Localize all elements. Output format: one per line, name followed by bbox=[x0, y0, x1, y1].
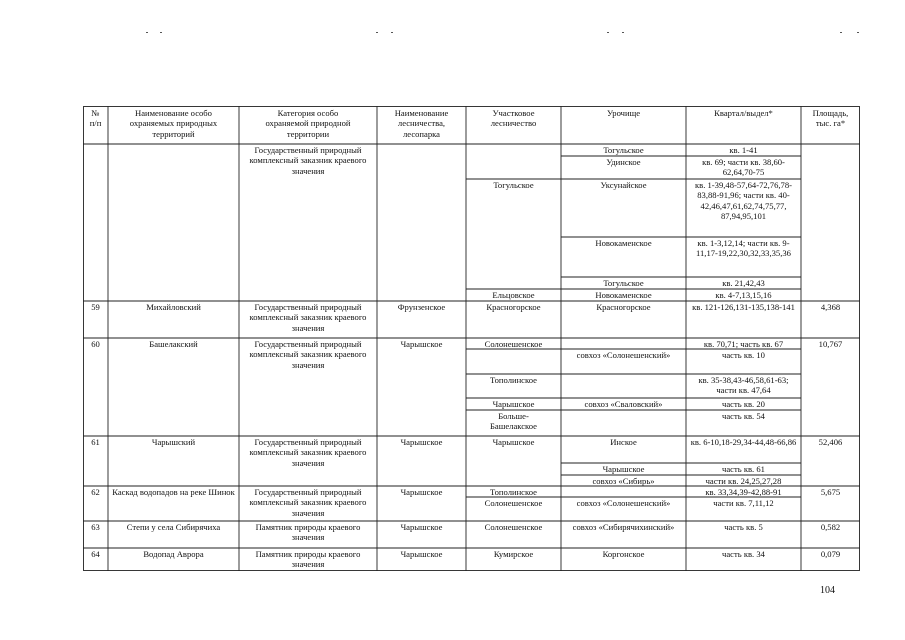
cell-district: Солонешенское bbox=[484, 498, 543, 508]
cell-district: Тогульское bbox=[493, 180, 534, 190]
cell-quarter: кв. 21,42,43 bbox=[722, 278, 765, 288]
cell-quarter: часть кв. 20 bbox=[722, 399, 765, 409]
cell-district: Солонешенское bbox=[484, 522, 543, 532]
scan-mark bbox=[622, 32, 624, 33]
cell-quarter: кв. 70,71; часть кв. 67 bbox=[703, 339, 784, 349]
header-district: Участковое лесничество bbox=[490, 108, 537, 129]
cell-name: Михайловский bbox=[146, 302, 201, 312]
cell-district: Больше-Башелакское bbox=[489, 411, 537, 432]
scan-mark bbox=[857, 32, 859, 33]
header-area: Площадь, тыс. га* bbox=[812, 108, 849, 129]
cell-tract: Тогульское bbox=[603, 278, 644, 288]
cell-area: 10,767 bbox=[818, 339, 843, 349]
cell-category: Памятник природы краевого значения bbox=[255, 549, 361, 570]
cell-area: 0,582 bbox=[820, 522, 841, 532]
cell-category: Государственный природный комплексный заказник краевого значения bbox=[249, 339, 367, 370]
cell-tract: Коргонское bbox=[602, 549, 645, 559]
cell-forestry: Чарышское bbox=[400, 437, 443, 447]
cell-name: Башелакский bbox=[149, 339, 198, 349]
cell-tract: Инское bbox=[610, 437, 637, 447]
scan-mark bbox=[840, 32, 842, 33]
cell-quarter: кв. 35-38,43-46,58,61-63; части кв. 47,64 bbox=[698, 375, 789, 396]
cell-area: 5,675 bbox=[820, 487, 841, 497]
cell-category: Государственный природный комплексный заказник краевого значения bbox=[249, 437, 367, 468]
cell-tract: Уксунайское bbox=[600, 180, 647, 190]
cell-tract: Чарышское bbox=[602, 464, 645, 474]
cell-tract: Тогульское bbox=[603, 145, 644, 155]
cell-tract: Новокаменское bbox=[595, 238, 652, 248]
header-tract: Урочище bbox=[606, 108, 641, 118]
cell-quarter: кв. 1-39,48-57,64-72,76,78-83,88-91,96; части кв. 40-42,46,47,61,62,74,75,77, 87,94,95,101 bbox=[694, 180, 793, 222]
header-quarter: Квартал/выдел* bbox=[714, 108, 773, 118]
cell-quarter: кв. 1-3,12,14; части кв. 9-11,17-19,22,30,32,33,35,36 bbox=[696, 238, 791, 259]
cell-forestry: Фрунзенское bbox=[397, 302, 446, 312]
cell-tract: совхоз «Сваловский» bbox=[584, 399, 663, 409]
cell-district: Красногорское bbox=[486, 302, 541, 312]
cell-area: 0,079 bbox=[820, 549, 841, 559]
cell-name: Степи у села Сибирячиха bbox=[126, 522, 221, 532]
cell-number: 63 bbox=[91, 522, 100, 532]
header-category: Категория особо охраняемой природной территории bbox=[265, 108, 351, 139]
cell-district: Чарышское bbox=[492, 399, 535, 409]
cell-area: 52,406 bbox=[818, 437, 843, 447]
cell-district: Чарышское bbox=[492, 437, 535, 447]
cell-quarter: часть кв. 61 bbox=[722, 464, 765, 474]
protected-areas-table bbox=[83, 106, 860, 571]
cell-number: 64 bbox=[91, 549, 100, 559]
cell-tract: Новокаменское bbox=[595, 290, 652, 300]
cell-category: Памятник природы краевого значения bbox=[255, 522, 361, 543]
cell-district: Кумирское bbox=[493, 549, 534, 559]
cell-number: 59 bbox=[91, 302, 100, 312]
scan-mark bbox=[376, 32, 378, 33]
cell-number: 60 bbox=[91, 339, 100, 349]
cell-category: Государственный природный комплексный заказник краевого значения bbox=[249, 145, 367, 176]
cell-quarter: часть кв. 5 bbox=[724, 522, 763, 532]
cell-tract: совхоз «Солонешенский» bbox=[576, 350, 671, 360]
cell-name: Каскад водопадов на реке Шинок bbox=[112, 487, 235, 497]
cell-district: Тополинское bbox=[490, 375, 537, 385]
cell-forestry: Чарышское bbox=[400, 522, 443, 532]
cell-quarter: кв. 121-126,131-135,138-141 bbox=[692, 302, 795, 312]
cell-number: 62 bbox=[91, 487, 100, 497]
cell-quarter: часть кв. 10 bbox=[722, 350, 765, 360]
cell-area: 4,368 bbox=[820, 302, 841, 312]
header-name: Наименование особо охраняемых природных территорий bbox=[129, 108, 218, 139]
cell-district: Тополинское bbox=[490, 487, 537, 497]
cell-quarter: кв. 6-10,18-29,34-44,48-66,86 bbox=[690, 437, 797, 447]
scan-mark bbox=[146, 32, 148, 33]
cell-tract: Удинское bbox=[606, 157, 641, 167]
cell-quarter: части кв. 7,11,12 bbox=[713, 498, 774, 508]
header-number: № п/п bbox=[89, 108, 102, 129]
cell-tract: совхоз «Сибирячихинский» bbox=[572, 522, 675, 532]
scan-mark bbox=[607, 32, 609, 33]
scan-mark bbox=[391, 32, 393, 33]
cell-quarter: часть кв. 54 bbox=[722, 411, 765, 421]
scan-mark bbox=[160, 32, 162, 33]
cell-forestry: Чарышское bbox=[400, 339, 443, 349]
cell-category: Государственный природный комплексный заказник краевого значения bbox=[249, 487, 367, 518]
cell-district: Ельцовское bbox=[492, 290, 535, 300]
header-forestry: Наименование лесничества, лесопарка bbox=[394, 108, 449, 139]
cell-tract: совхоз «Сибирь» bbox=[592, 476, 655, 486]
cell-forestry: Чарышское bbox=[400, 487, 443, 497]
cell-category: Государственный природный комплексный заказник краевого значения bbox=[249, 302, 367, 333]
page-number: 104 bbox=[820, 585, 835, 596]
cell-number: 61 bbox=[91, 437, 100, 447]
cell-quarter: части кв. 24,25,27,28 bbox=[705, 476, 782, 486]
cell-forestry: Чарышское bbox=[400, 549, 443, 559]
cell-quarter: кв. 4-7,13,15,16 bbox=[715, 290, 772, 300]
cell-tract: Красногорское bbox=[596, 302, 651, 312]
cell-district: Солонешенское bbox=[484, 339, 543, 349]
cell-name: Водопад Аврора bbox=[143, 549, 204, 559]
cell-quarter: кв. 1-41 bbox=[729, 145, 758, 155]
cell-quarter: часть кв. 34 bbox=[722, 549, 765, 559]
cell-quarter: кв. 69; части кв. 38,60-62,64,70-75 bbox=[702, 157, 785, 178]
cell-tract: совхоз «Солонешенский» bbox=[576, 498, 671, 508]
cell-name: Чарышский bbox=[151, 437, 196, 447]
cell-quarter: кв. 33,34,39-42,88-91 bbox=[705, 487, 782, 497]
